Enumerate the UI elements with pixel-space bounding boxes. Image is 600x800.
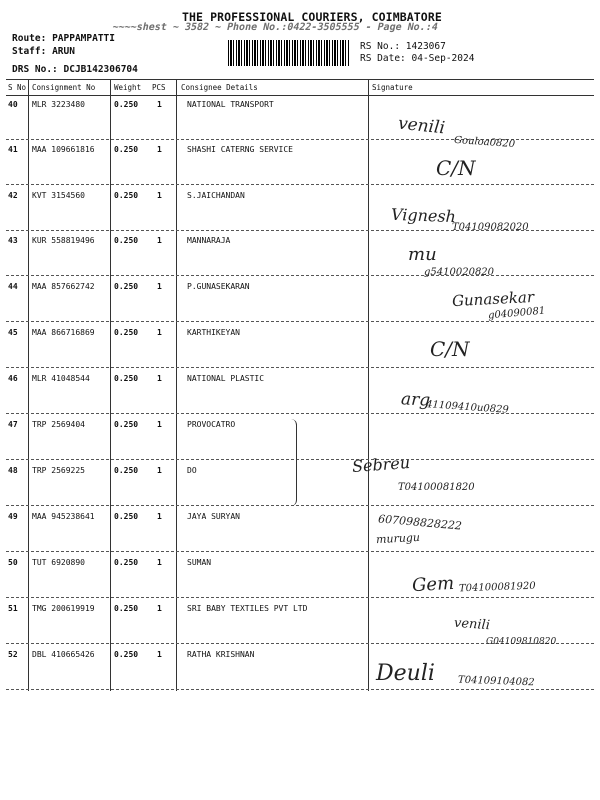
header-sno: S No [8,83,27,92]
row-pcs: 1 [157,374,162,383]
row-consignment: MAA 857662742 [32,282,95,291]
row-pcs: 1 [157,282,162,291]
row-consignee: NATIONAL PLASTIC [187,374,265,383]
row-consignment: KVT 3154560 [32,191,85,200]
row-sno: 49 [8,512,18,521]
handwritten-signature: mu [408,244,437,265]
row-pcs: 1 [157,512,162,521]
col-divider [28,79,29,691]
row-separator [6,597,594,598]
row-consignee: S.JAICHANDAN [187,191,245,200]
row-consignment: TRP 2569404 [32,420,85,429]
row-consignment: TRP 2569225 [32,466,85,475]
handwritten-signature: Sebreu [351,452,411,477]
row-consignee: JAYA SURYAN [187,512,240,521]
row-separator [6,459,594,460]
row-sno: 41 [8,145,18,154]
row-pcs: 1 [157,604,162,613]
rs-no-value: 1423067 [405,41,446,52]
staff-value: ARUN [52,45,75,57]
handwritten-signature: C/N [430,337,470,361]
row-weight: 0.250 [114,282,139,291]
row-sno: 43 [8,236,18,245]
row-weight: 0.250 [114,374,139,383]
handwritten-signature: Gunasekar [451,287,535,311]
drs-label: DRS No.: [12,64,58,75]
handwritten-signature: Deuli [376,661,435,686]
row-consignee: DO [187,466,197,475]
row-consignee: SRI BABY TEXTILES PVT LTD [187,604,308,613]
row-consignee: RATHA KRISHNAN [187,650,255,659]
row-sno: 48 [8,466,18,475]
handwritten-signature: Gem [411,572,455,597]
row-sno: 44 [8,282,18,291]
route-staff-block [12,33,138,77]
row-weight: 0.250 [114,512,139,521]
row-sno: 42 [8,191,18,200]
row-weight: 0.250 [114,100,139,109]
row-sno: 50 [8,558,18,567]
row-consignment: MLR 3223480 [32,100,85,109]
row-sno: 40 [8,100,18,109]
col-divider [110,79,111,691]
handwritten-signature: T04100081820 [398,482,475,493]
row-pcs: 1 [157,191,162,200]
handwritten-signature: 41109410u0829 [425,399,510,416]
route-value: PAPPAMPATTI [52,33,115,44]
row-sno: 52 [8,650,18,659]
staff-line [12,46,138,59]
row-weight: 0.250 [114,558,139,567]
row-separator [6,505,594,506]
row-separator [6,367,594,368]
table-top-border [6,79,594,80]
row-sno: 51 [8,604,18,613]
row-consignment: TUT 6920890 [32,558,85,567]
row-weight: 0.250 [114,145,139,154]
row-consignee: SHASHI CATERNG SERVICE [187,145,293,154]
row-pcs: 1 [157,145,162,154]
row-separator [6,321,594,322]
handwritten-signature: C/N [436,156,476,180]
row-consignee: MANNARAJA [187,236,231,245]
barcode-image [228,40,350,66]
row-consignment: MAA 945238641 [32,512,95,521]
row-pcs: 1 [157,558,162,567]
route-line [12,33,138,46]
header-bottom-border [6,95,594,96]
col-divider [368,79,369,691]
row-weight: 0.250 [114,191,139,200]
row-consignee: NATIONAL TRANSPORT [187,100,274,109]
rs-no-line [360,41,474,53]
drs-line [12,64,138,77]
handwritten-signature: T04100081920 [458,580,536,595]
handwritten-signature: T04109104082 [457,674,535,689]
rs-date-line [360,53,474,65]
row-consignment: TMG 200619919 [32,604,95,613]
row-consignee: P.GUNASEKARAN [187,282,250,291]
header-signature: Signature [372,83,413,92]
row-consignment: MLR 41048544 [32,374,90,383]
row-pcs: 1 [157,420,162,429]
row-weight: 0.250 [114,650,139,659]
row-sno: 46 [8,374,18,383]
row-sno: 45 [8,328,18,337]
rs-date-value: 04-Sep-2024 [411,52,475,64]
drs-value: DCJB142306704 [63,64,138,75]
row-consignee: PROVOCATRO [187,420,236,429]
col-divider [176,79,177,691]
consignment-table [6,79,594,691]
handwritten-signature: g5410020820 [424,267,495,278]
rs-date-label: RS Date: [360,52,406,64]
row-weight: 0.250 [114,466,139,475]
rs-block [360,41,474,64]
staff-label: Staff: [12,45,47,57]
row-separator [6,184,594,185]
handwritten-signature: g04090081 [487,305,546,322]
handwritten-signature: murugu [375,530,421,547]
header-weight: Weight [114,83,142,92]
header-consignee: Consignee Details [181,83,258,92]
row-consignment: MAA 866716869 [32,328,95,337]
handwritten-signature: venili [397,113,446,139]
row-separator [6,275,594,276]
row-sno: 47 [8,420,18,429]
header-consignment: Consignment No [32,83,96,92]
handwritten-signature: Gouloa0820 [453,134,516,151]
row-consignment: DBL 410665426 [32,650,95,659]
row-pcs: 1 [157,236,162,245]
row-consignee: SUMAN [187,558,212,567]
handwritten-signature: Vignesh [390,204,457,227]
row-separator [6,689,594,690]
rs-no-label: RS No.: [360,41,401,52]
row-pcs: 1 [157,328,162,337]
handwritten-signature: 607098828222 [377,512,463,533]
row-consignment: KUR 558819496 [32,236,95,245]
handwritten-signature: arg [400,389,431,411]
row-separator [6,551,594,552]
handwritten-signature: T04109082020 [452,222,529,233]
row-pcs: 1 [157,100,162,109]
handwritten-signature: venili [453,615,491,634]
route-label: Route: [12,33,47,44]
grouping-bracket [286,419,297,506]
handwritten-signature: G04109810820 [486,637,557,647]
row-consignment: MAA 109661816 [32,145,95,154]
header-pcs: PCS [152,83,166,92]
row-consignee: KARTHIKEYAN [187,328,240,337]
row-weight: 0.250 [114,420,139,429]
row-weight: 0.250 [114,604,139,613]
row-pcs: 1 [157,650,162,659]
row-weight: 0.250 [114,236,139,245]
row-weight: 0.250 [114,328,139,337]
row-pcs: 1 [157,466,162,475]
faded-header-line: ~~~~shest ~ 3582 ~ Phone No.:0422-3505555 - Page No.:4 [111,22,439,33]
company-title: THE PROFESSIONAL COURIERS, COIMBATORE [182,10,442,24]
